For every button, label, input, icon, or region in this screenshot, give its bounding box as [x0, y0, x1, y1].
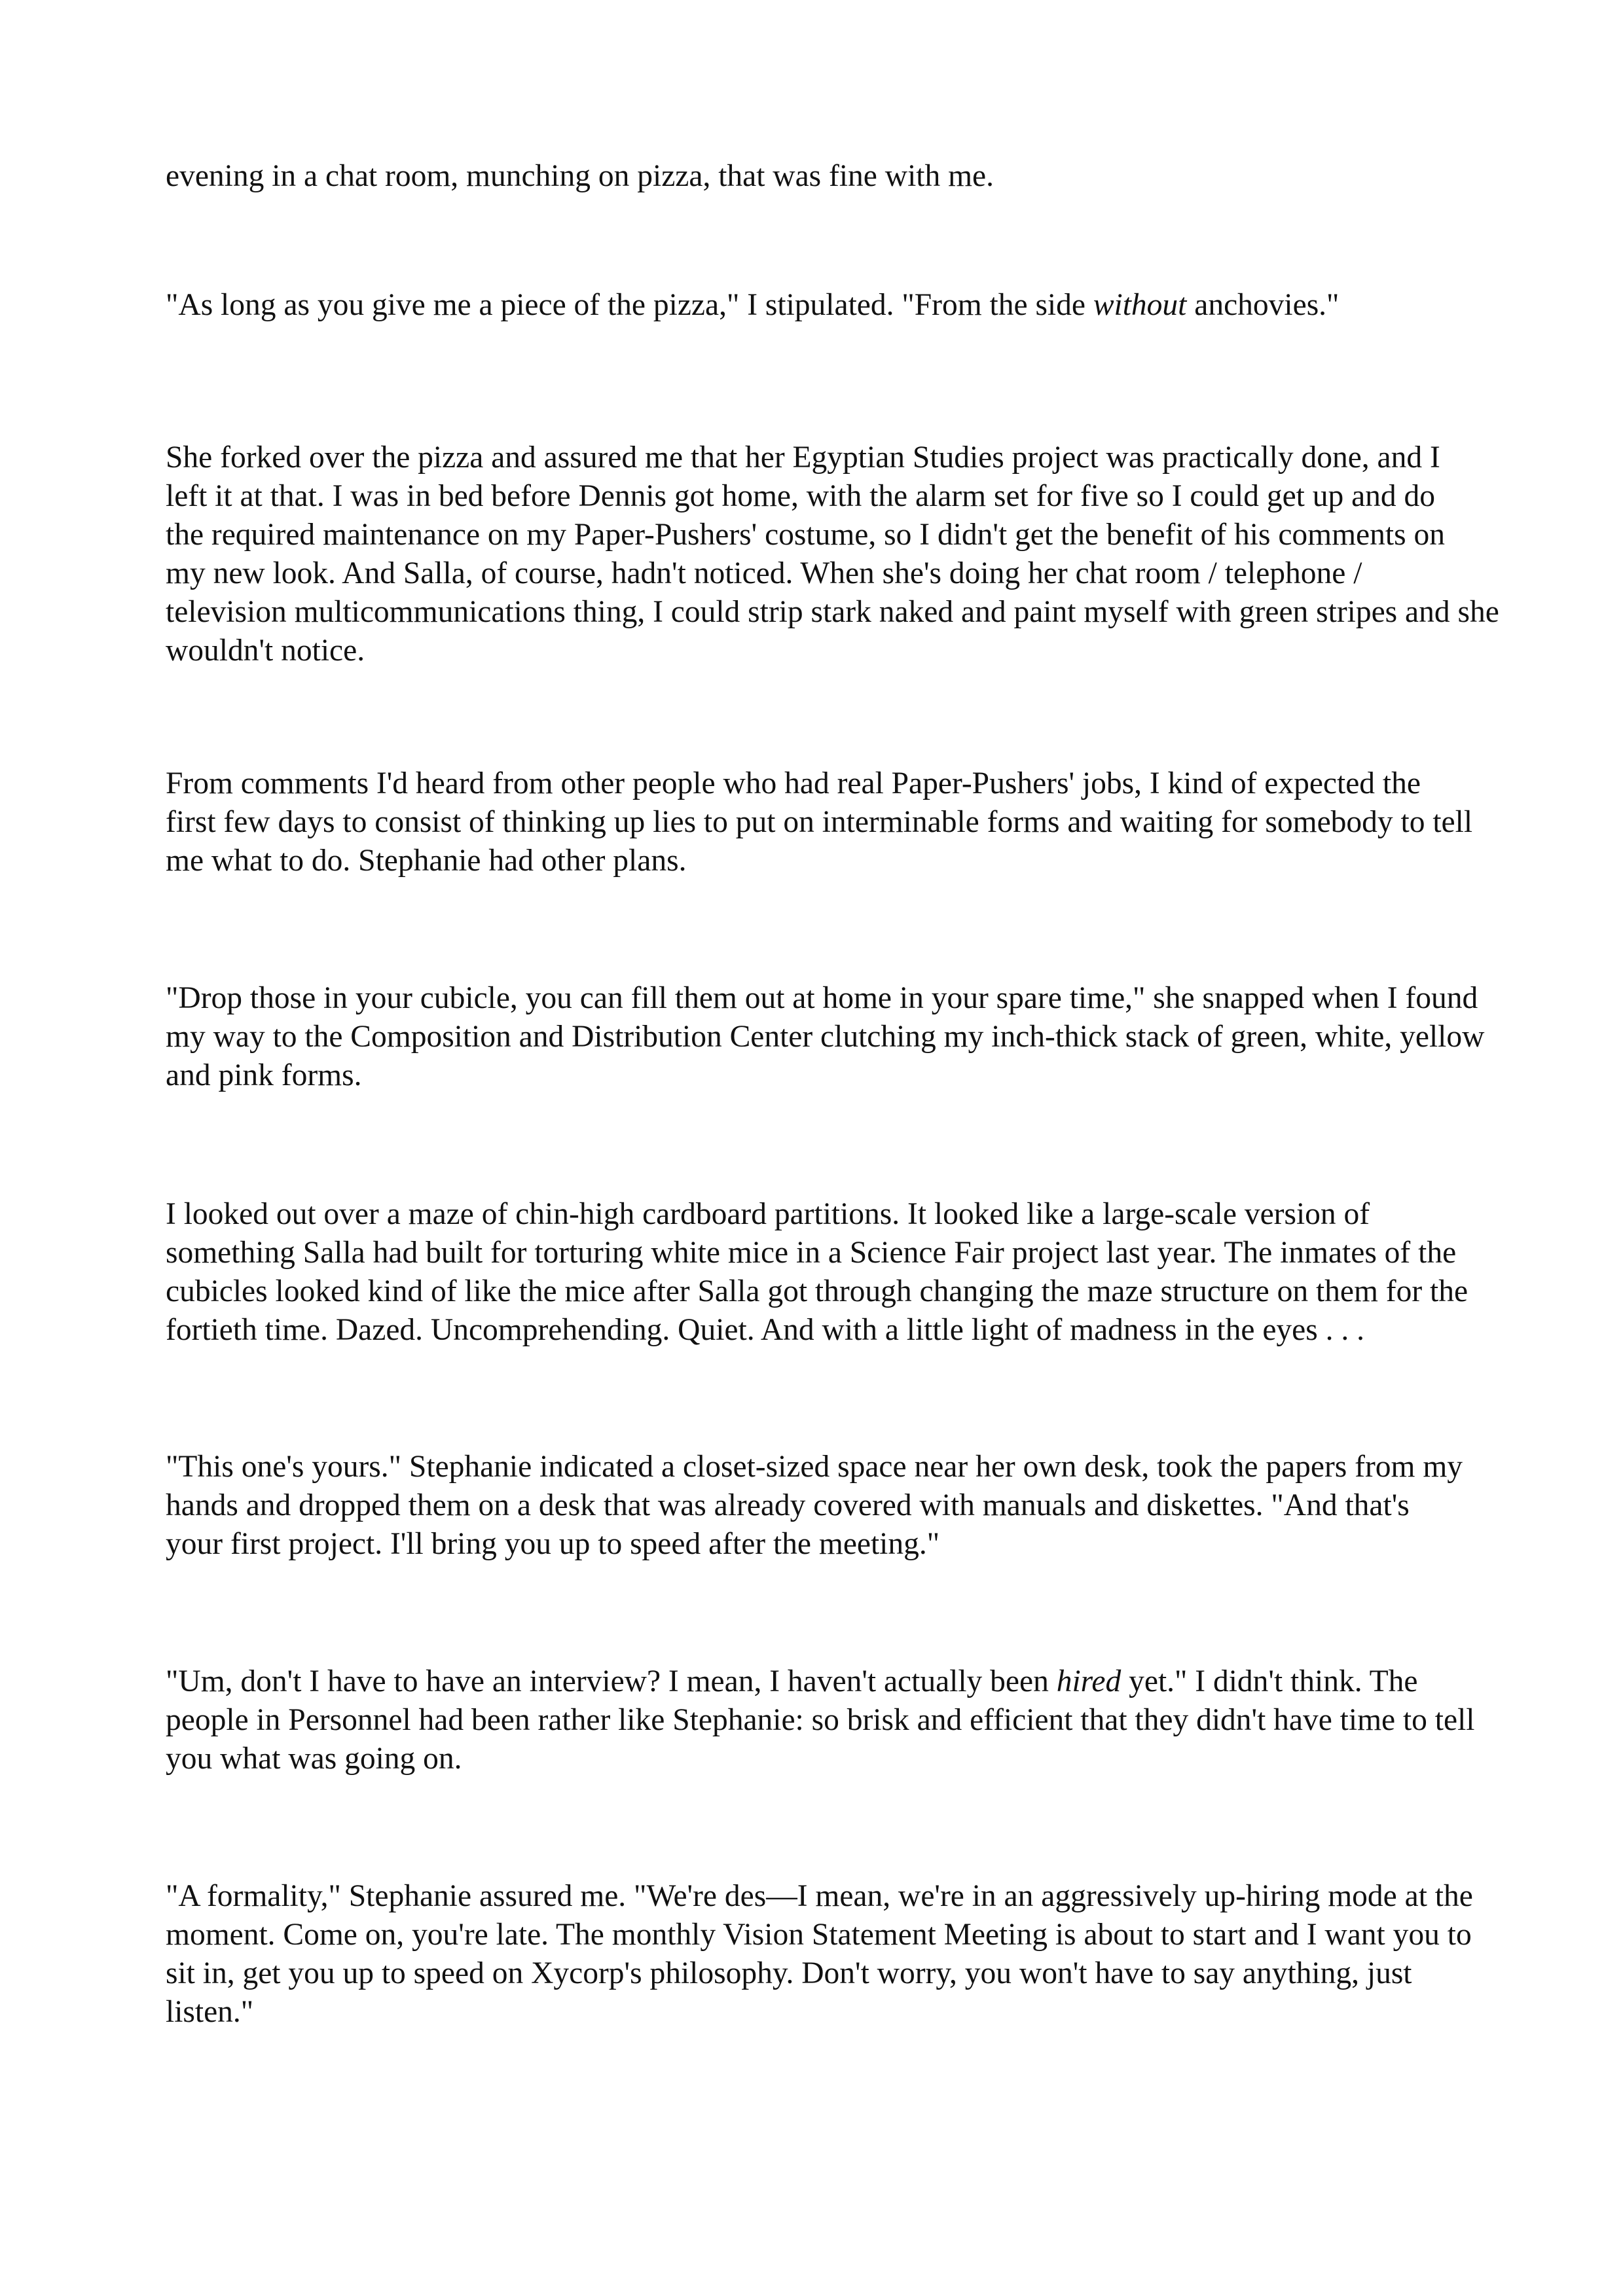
text-line: "This one's yours." Stephanie indicated a closet-sized space near her own desk, took the papers from my	[166, 1450, 1463, 1484]
paragraph-3	[166, 439, 1499, 670]
text-line: first few days to consist of thinking up lies to put on interminable forms and waiting for somebody to tell	[166, 805, 1473, 839]
text-line: "Drop those in your cubicle, you can fill them out at home in your spare time," she snapped when I found	[166, 981, 1478, 1015]
text-line: cubicles looked kind of like the mice after Salla got through changing the maze structure on them for the	[166, 1274, 1468, 1308]
text-line: your first project. I'll bring you up to speed after the meeting."	[166, 1527, 940, 1561]
text-line: people in Personnel had been rather like Stephanie: so brisk and efficient that they didn't have time to tell	[166, 1703, 1475, 1737]
text-line: fortieth time. Dazed. Uncomprehending. Quiet. And with a little light of madness in the eyes . . .	[166, 1313, 1364, 1347]
text-line: my way to the Composition and Distribution Center clutching my inch-thick stack of green, white, yellow	[166, 1020, 1485, 1054]
text-line: sit in, get you up to speed on Xycorp's philosophy. Don't worry, you won't have to say anything, just	[166, 1956, 1412, 1990]
paragraph-6	[166, 1195, 1482, 1350]
text-line: From comments I'd heard from other people who had real Paper-Pushers' jobs, I kind of expected the	[166, 766, 1421, 800]
text-line	[166, 286, 1482, 325]
text-line: wouldn't notice.	[166, 634, 365, 668]
text-run: "Um, don't I have to have an interview? I mean, I haven't actually been	[166, 1664, 1057, 1698]
paragraph-1	[166, 157, 1482, 196]
text-line: left it at that. I was in bed before Dennis got home, with the alarm set for five so I could get up and do	[166, 479, 1436, 513]
text-line: "A formality," Stephanie assured me. "We're des—I mean, we're in an aggressively up-hiring mode at the	[166, 1879, 1473, 1913]
text-line: something Salla had built for torturing white mice in a Science Fair project last year. The inmates of the	[166, 1236, 1457, 1270]
text-run: yet." I didn't think. The	[1121, 1664, 1418, 1698]
text-line: the required maintenance on my Paper-Pushers' costume, so I didn't get the benefit of his comments on	[166, 518, 1445, 552]
text-line: television multicommunications thing, I could strip stark naked and paint myself with green stripes and she	[166, 595, 1499, 629]
text-line: moment. Come on, you're late. The monthly Vision Statement Meeting is about to start and I want you to	[166, 1918, 1472, 1952]
paragraph-2	[166, 286, 1482, 325]
text-line	[166, 1662, 1482, 1701]
text-line: She forked over the pizza and assured me that her Egyptian Studies project was practically done, and I	[166, 440, 1440, 475]
text-line: hands and dropped them on a desk that was already covered with manuals and diskettes. "And that's	[166, 1488, 1410, 1522]
text-line: and pink forms.	[166, 1058, 362, 1092]
paragraph-8	[166, 1662, 1482, 1778]
text-line: you what was going on.	[166, 1742, 462, 1776]
paragraph-5	[166, 979, 1485, 1095]
paragraph-9	[166, 1877, 1482, 2032]
text-run: anchovies."	[1186, 288, 1340, 322]
text-line: evening in a chat room, munching on pizza, that was fine with me.	[166, 159, 994, 193]
text-run: "As long as you give me a piece of the pizza," I stipulated. "From the side	[166, 288, 1093, 322]
italic-text: without	[1093, 288, 1187, 322]
italic-text: hired	[1056, 1664, 1122, 1698]
text-line: I looked out over a maze of chin-high cardboard partitions. It looked like a large-scale version of	[166, 1197, 1370, 1231]
text-line: me what to do. Stephanie had other plans.	[166, 844, 687, 878]
text-line: listen."	[166, 1995, 254, 2029]
text-line: my new look. And Salla, of course, hadn't noticed. When she's doing her chat room / telephone /	[166, 556, 1362, 590]
paragraph-7	[166, 1448, 1482, 1564]
paragraph-4	[166, 764, 1482, 880]
